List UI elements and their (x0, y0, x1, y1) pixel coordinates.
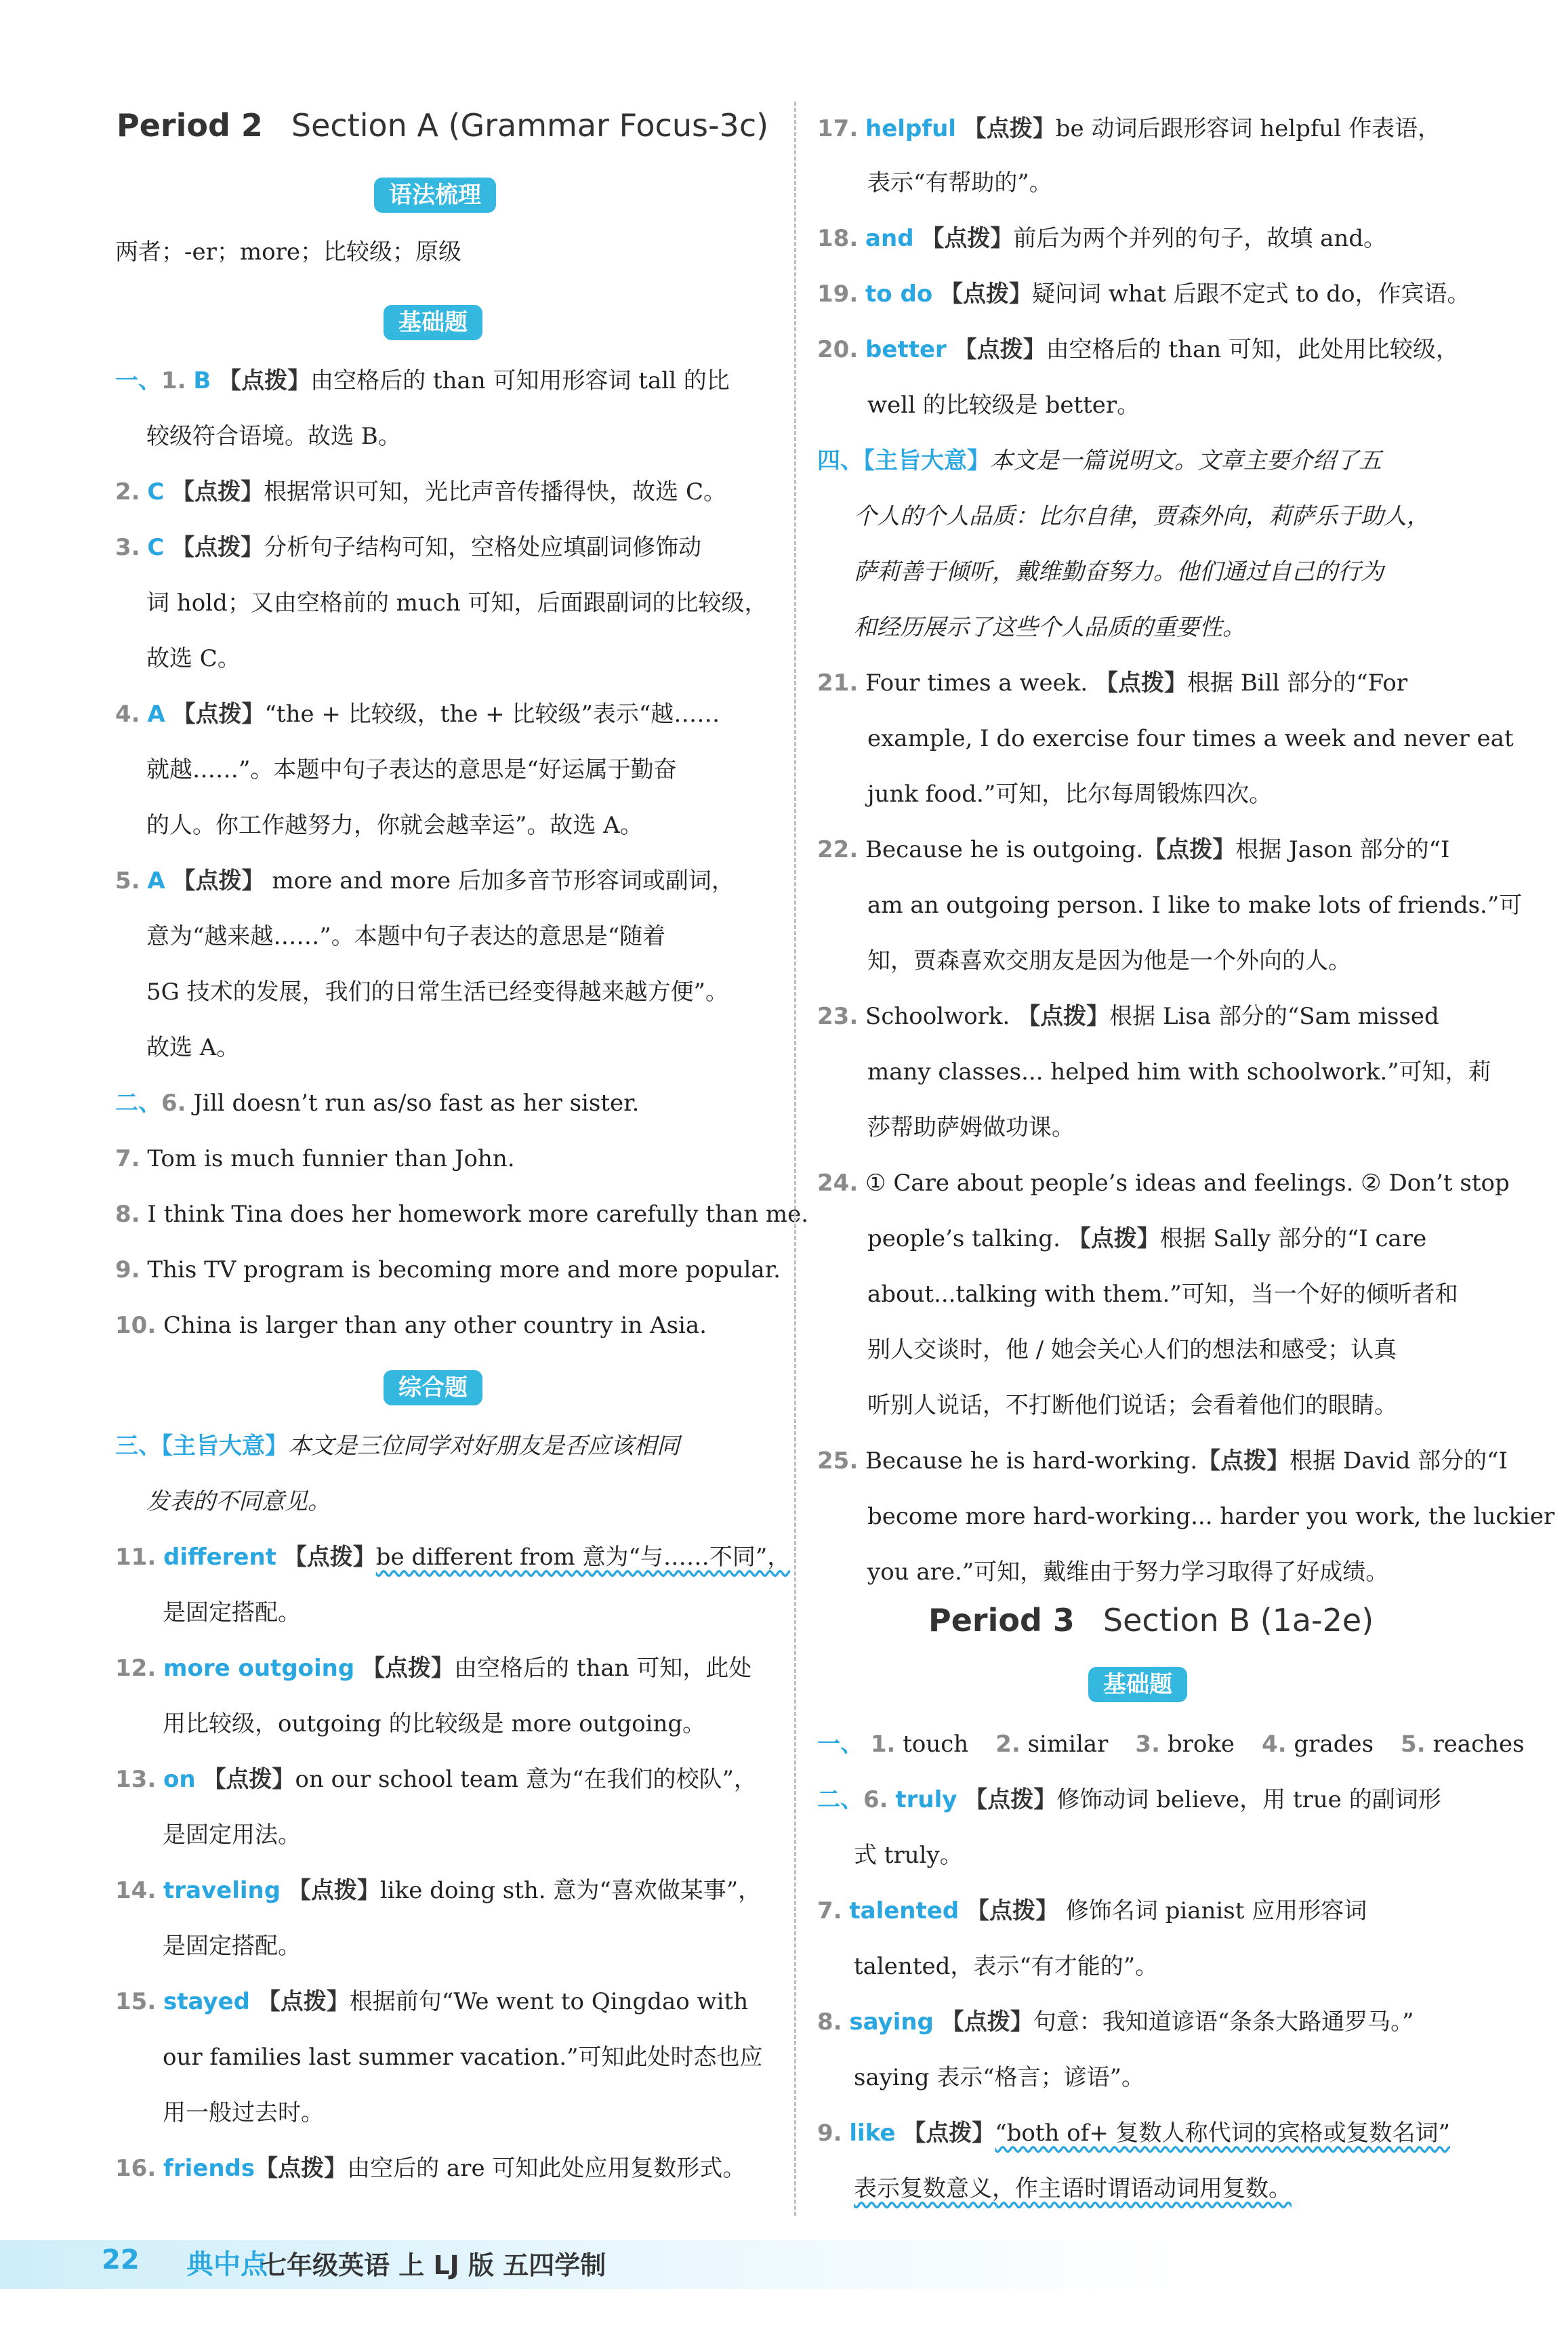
answer-line: 听别人说话，不打断他们说话；会看着他们的眼睛。 (867, 1392, 1397, 1419)
answer-item: 7. Tom is much funnier than John. (115, 1145, 515, 1172)
answer-line: 知，贾森喜欢交朋友是因为他是一个外向的人。 (867, 947, 1351, 974)
answer-item: 5. A 【点拨】 more and more 后加多音节形容词或副词， (115, 867, 735, 894)
item-word: reaches (1432, 1731, 1525, 1758)
answer-line: 式 truly。 (854, 1842, 963, 1869)
answer-item: 16. friends【点拨】由空后的 are 可知此处应用复数形式。 (115, 2155, 746, 2182)
item-number: 4. (1262, 1731, 1287, 1758)
answer-item: 9. like 【点拨】“both of+ 复数人称代词的宾格或复数名词” (817, 2120, 1450, 2147)
answer-line: 是固定用法。 (163, 1821, 301, 1849)
answer-item: 19. to do 【点拨】疑问词 what 后跟不定式 to do，作宾语。 (817, 281, 1470, 308)
answer-line: junk food.”可知，比尔每周锻炼四次。 (867, 781, 1273, 808)
item-number: 1. (870, 1731, 896, 1758)
item-number: 3. (1135, 1731, 1160, 1758)
answer-line: 表示复数意义，作主语时谓语动词用复数。 (854, 2175, 1292, 2202)
answer-line: 发表的不同意见。 (146, 1488, 331, 1515)
brand-logo: 典中点 (186, 2249, 268, 2280)
answer-item: 二、6. truly 【点拨】修饰动词 believe，用 true 的副词形 (817, 1786, 1441, 1813)
answer-item: 四、【主旨大意】本文是一篇说明文。文章主要介绍了五 (817, 447, 1382, 474)
fill-in-item (995, 1731, 1108, 1758)
answer-item: 4. A 【点拨】“the + 比较级，the + 比较级”表示“越…… (115, 701, 720, 728)
answer-item: 18. and 【点拨】前后为两个并列的句子，故填 and。 (817, 225, 1387, 252)
item-number: 5. (1401, 1731, 1426, 1758)
answer-line: 词 hold；又由空格前的 much 可知，后面跟副词的比较级， (146, 590, 768, 617)
answer-line: 用一般过去时。 (163, 2099, 324, 2126)
column-divider (794, 102, 796, 2216)
grammar-answer: 两者；-er；more；比较级；原级 (115, 239, 461, 266)
answer-line: 和经历展示了这些个人品质的重要性。 (854, 614, 1245, 641)
answer-item: 13. on 【点拨】on our school team 意为“在我们的校队”， (115, 1766, 757, 1793)
answer-line: example, I do exercise four times a week and never eat (867, 725, 1514, 752)
answer-line: talented，表示“有才能的”。 (854, 1953, 1159, 1980)
answer-line: become more hard-working... harder you work, the luckier (867, 1503, 1555, 1530)
period-2-title (117, 107, 768, 144)
answer-item: 11. different 【点拨】be different from 意为“与……不同”， (115, 1544, 791, 1571)
answer-line: 萨莉善于倾听，戴维勤奋努力。他们通过自己的行为 (854, 558, 1384, 585)
item-word: grades (1294, 1731, 1374, 1758)
answer-item: 8. I think Tina does her homework more carefully than me. (115, 1201, 809, 1228)
answer-item: 23. Schoolwork. 【点拨】根据 Lisa 部分的“Sam missed (817, 1003, 1439, 1030)
basic-tag: 基础题 (384, 305, 482, 340)
answer-line: our families last summer vacation.”可知此处时态也应 (163, 2044, 763, 2071)
answer-line: 用比较级，outgoing 的比较级是 more outgoing。 (163, 1710, 706, 1737)
answer-item: 24. ① Care about people’s ideas and feelings. ② Don’t stop (817, 1170, 1510, 1197)
answer-line: many classes... helped him with schoolwork.”可知，莉 (867, 1058, 1491, 1086)
comprehensive-tag: 综合题 (384, 1370, 482, 1405)
answer-item: 21. Four times a week. 【点拨】根据 Bill 部分的“For (817, 669, 1408, 697)
answer-item: 15. stayed 【点拨】根据前句“We went to Qingdao with (115, 1988, 749, 2015)
item-word: similar (1027, 1731, 1109, 1758)
answer-line: 故选 C。 (146, 645, 241, 672)
answer-item: 3. C 【点拨】分析句子结构可知，空格处应填副词修饰动 (115, 534, 702, 561)
answer-line: 5G 技术的发展，我们的日常生活已经变得越来越方便”。 (146, 978, 728, 1006)
answer-line: 是固定搭配。 (163, 1599, 301, 1626)
answer-line: 较级符合语境。故选 B。 (146, 423, 401, 450)
item-number: 2. (995, 1731, 1020, 1758)
period-label: Period 3 (928, 1602, 1075, 1638)
answer-line: 个人的个人品质：比尔自律，贾森外向，莉萨乐于助人， (854, 503, 1430, 530)
period-label: Period 2 (117, 107, 263, 144)
answer-line: 就越……”。本题中句子表达的意思是“好运属于勤奋 (146, 756, 677, 783)
grammar-tag: 语法梳理 (374, 178, 496, 213)
answer-item: 22. Because he is outgoing.【点拨】根据 Jason 部分的“I (817, 836, 1450, 863)
answer-line: people’s talking. 【点拨】根据 Sally 部分的“I care (867, 1225, 1427, 1252)
answer-item: 8. saying 【点拨】句意：我知道谚语“条条大路通罗马。” (817, 2008, 1414, 2036)
answer-line: 表示“有帮助的”。 (867, 169, 1052, 197)
answer-line: 故选 A。 (146, 1034, 240, 1061)
answer-item: 9. This TV program is becoming more and more popular. (115, 1256, 781, 1283)
fill-in-item (1401, 1731, 1525, 1758)
answer-line: 意为“越来越……”。本题中句子表达的意思是“随着 (146, 923, 666, 950)
item-word: touch (903, 1731, 969, 1758)
answer-item: 2. C 【点拨】根据常识可知，光比声音传播得快，故选 C。 (115, 478, 726, 506)
item-word: broke (1167, 1731, 1235, 1758)
fill-in-item (1262, 1731, 1374, 1758)
answer-line: 是固定搭配。 (163, 1933, 301, 1960)
answer-item: 14. traveling 【点拨】like doing sth. 意为“喜欢做某事”， (115, 1877, 762, 1904)
fill-in-item (871, 1731, 968, 1758)
answer-item: 20. better 【点拨】由空格后的 than 可知，此处用比较级， (817, 336, 1459, 363)
answer-item: 17. helpful 【点拨】be 动词后跟形容词 helpful 作表语， (817, 115, 1441, 142)
answer-item: 10. China is larger than any other country in Asia. (115, 1312, 707, 1339)
book-title: 七年级英语 上 LJ 版 五四学制 (261, 2250, 606, 2280)
answer-item: 12. more outgoing 【点拨】由空格后的 than 可知，此处 (115, 1655, 752, 1682)
answer-line: 别人交谈时，他 / 她会关心人们的想法和感受；认真 (867, 1336, 1397, 1363)
answer-line: saying 表示“格言；谚语”。 (854, 2064, 1145, 2091)
section-label: Section B (1a-2e) (1102, 1602, 1374, 1638)
answer-item: 二、6. Jill doesn’t run as/so fast as her sister. (115, 1090, 640, 1117)
answer-line: about...talking with them.”可知，当一个好的倾听者和 (867, 1281, 1458, 1308)
period-3-title (928, 1602, 1374, 1638)
answer-line: you are.”可知，戴维由于努力学习取得了好成绩。 (867, 1559, 1389, 1586)
basic-tag: 基础题 (1088, 1667, 1187, 1702)
answer-item: 7. talented 【点拨】 修饰名词 pianist 应用形容词 (817, 1897, 1367, 1924)
page-number: 22 (102, 2244, 140, 2275)
section-label: Section A (Grammar Focus-3c) (291, 107, 769, 144)
answer-item: 一、 1. touch 2. similar 3. broke 4. grades 5. reaches (817, 1731, 1525, 1758)
answer-line: 的人。你工作越努力，你就会越幸运”。故选 A。 (146, 812, 643, 839)
answer-item: 一、1. B 【点拨】由空格后的 than 可知用形容词 tall 的比 (115, 367, 730, 394)
answer-item: 三、【主旨大意】本文是三位同学对好朋友是否应该相同 (115, 1433, 680, 1460)
answer-line: 莎帮助萨姆做功课。 (867, 1114, 1075, 1141)
fill-in-item (1135, 1731, 1235, 1758)
answer-line: well 的比较级是 better。 (867, 392, 1140, 419)
answer-line: am an outgoing person. I like to make lots of friends.”可 (867, 892, 1523, 919)
answer-item: 25. Because he is hard-working.【点拨】根据 David 部分的“I (817, 1447, 1508, 1475)
